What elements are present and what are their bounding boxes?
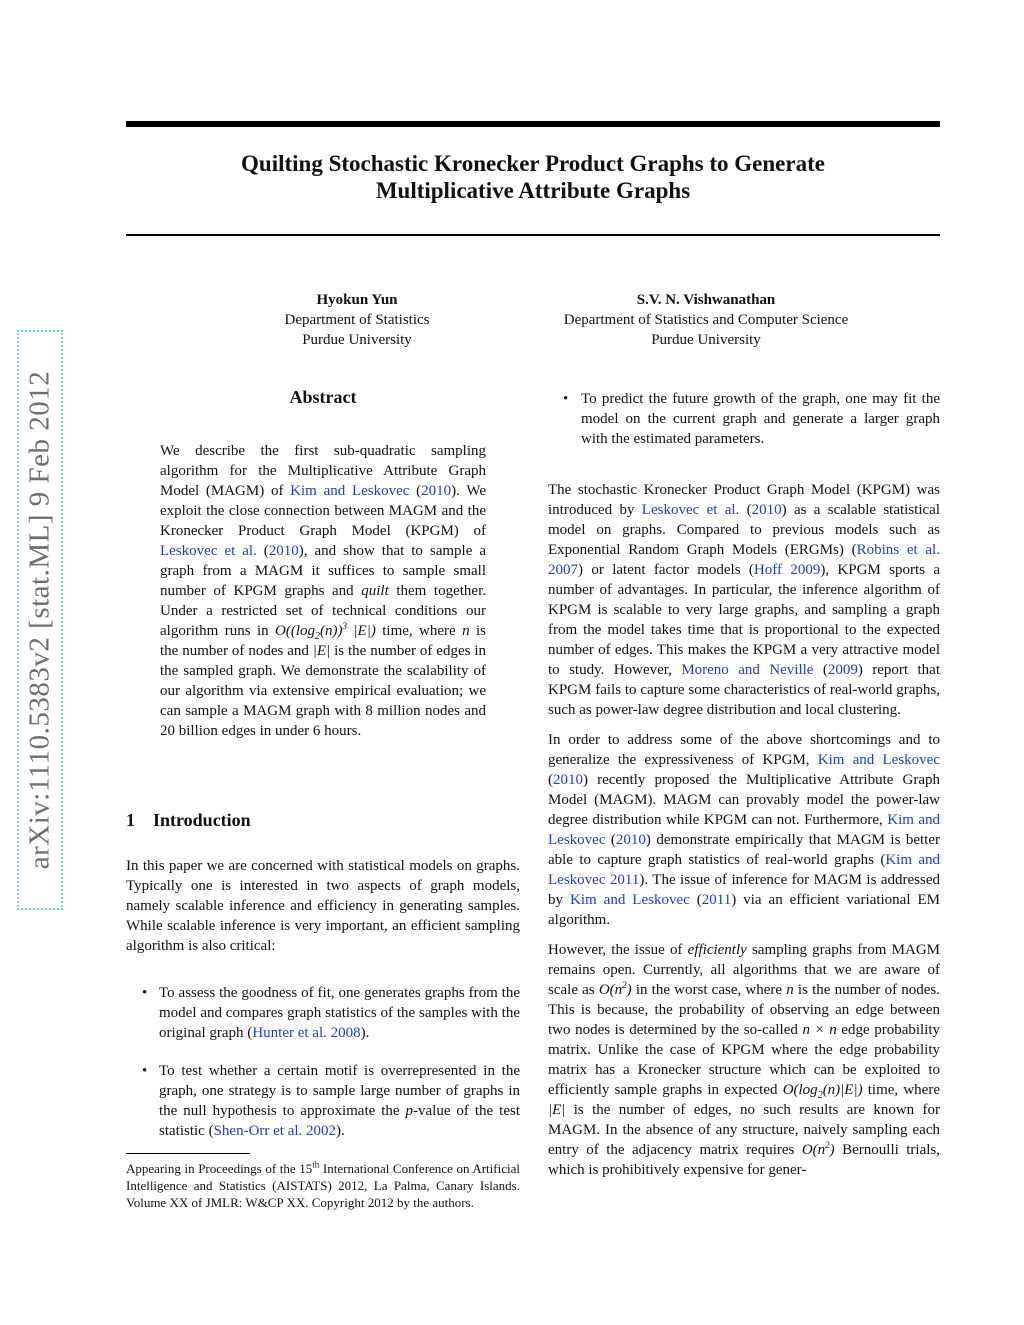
citation-link[interactable]: Leskovec et al.	[160, 543, 257, 559]
math-expression: n × n	[802, 1022, 837, 1038]
text-run: ) via an efficient variational EM algorithm.	[548, 892, 941, 928]
text-run: (	[409, 483, 422, 499]
citation-link[interactable]: Moreno and Neville	[681, 662, 814, 678]
text-run: is the number of edges in the sampled graph. We demonstrate the scalability of our algorithm via extensive empirical evaluation; we can sample a MAGM graph with 8 million nodes and 20 billion edges in under 6 hours.	[160, 643, 487, 739]
text-run: in the worst case, where	[631, 982, 787, 998]
citation-link[interactable]: Kim and Leskovec	[817, 752, 940, 768]
text-run: )	[626, 982, 632, 998]
text-run: (n)|E|)	[822, 1082, 863, 1098]
list-item	[548, 389, 940, 449]
math-expression	[802, 1142, 835, 1158]
top-rule	[126, 121, 940, 127]
title-line-1: Quilting Stochastic Kronecker Product Graphs to Generate	[241, 151, 825, 176]
author-name: S.V. N. Vishwanathan	[636, 292, 776, 308]
citation-link[interactable]: Robins et al. 2007	[548, 542, 940, 578]
text-run: ) demonstrate empirically that MAGM is better able to capture graph statistics of real-world graphs (	[548, 832, 941, 868]
section-title: Introduction	[153, 810, 251, 830]
text-run: ), and show that to sample a graph from a MAGM it suffices to sample small number of KPGM graphs and	[160, 543, 486, 599]
text-run: (n))	[320, 623, 343, 639]
intro-bullet-list	[126, 983, 520, 1141]
text-run: time, where	[862, 1082, 940, 1098]
right-bullet-list	[548, 389, 940, 449]
text-run: sampling graphs from MAGM remains open. Currently, all algorithms that we are aware of scale as	[548, 942, 940, 998]
bullet-icon: •	[142, 985, 148, 1001]
section-number: 1	[126, 810, 135, 830]
title-line-2: Multiplicative Attribute Graphs	[375, 178, 691, 203]
author-university: Purdue University	[302, 332, 412, 348]
text-run: The stochastic Kronecker Product Graph Model (KPGM) was introduced by	[548, 482, 940, 518]
math-variable: p	[405, 1103, 413, 1119]
text-run: ) report that KPGM fails to capture some characteristics of real-world graphs, such as power-law degree distribution and local clustering.	[548, 662, 940, 718]
abstract-body	[160, 441, 486, 741]
paper-title	[126, 150, 940, 204]
citation-link[interactable]: Shen-Orr et al. 2002	[213, 1123, 337, 1139]
text-run: (	[739, 502, 752, 518]
text-run: th	[312, 1159, 320, 1170]
citation-link[interactable]: 2010	[421, 483, 452, 499]
text-run: O(n	[598, 982, 623, 998]
text-run: is the number of nodes. This is because, the probability of observing an edge between two nodes is determined by the so-called	[548, 982, 940, 1038]
citation-link[interactable]: 2010	[615, 832, 646, 848]
footnote-rule	[126, 1153, 250, 1154]
text-run: To assess the goodness of fit, one generates graphs from the model and compares graph statistics of the samples with the original graph (	[159, 985, 520, 1041]
arxiv-stamp-text: arXiv:1110.5383v2 [stat.ML] 9 Feb 2012	[23, 370, 56, 870]
citation-link[interactable]: Hoff 2009	[753, 562, 821, 578]
text-run: Bernoulli trials, which is prohibitively expensive for gener-	[548, 1142, 941, 1178]
text-run: However, the issue of	[548, 942, 688, 958]
text-run: ) as a scalable statistical model on graphs. Compared to previous models such as Exponential Random Graph Models (ERGMs) (	[548, 502, 940, 558]
emphasis: efficiently	[687, 942, 747, 958]
text-run: -value of the test statistic (	[159, 1103, 520, 1139]
text-run: is the number of nodes and	[160, 623, 486, 659]
bullet-icon: •	[142, 1063, 148, 1079]
text-run: is the number of edges, no such results are known for MAGM. In the absence of any structure, naively sampling each entry of the adjacency matrix requires	[548, 1102, 940, 1158]
text-run: (	[813, 662, 828, 678]
text-run: 2	[825, 1140, 830, 1150]
intro-paragraph	[126, 856, 520, 956]
text-run: O(log	[782, 1082, 818, 1098]
paragraph	[548, 730, 940, 930]
math-expression	[599, 982, 632, 998]
emphasis: quilt	[361, 583, 389, 599]
citation-link[interactable]: Kim and Leskovec	[570, 892, 690, 908]
text-run: ). We exploit the close connection between MAGM and the Kronecker Product Graph Model (KPGM) of	[160, 483, 486, 539]
text-run: O(n	[801, 1142, 826, 1158]
citation-link[interactable]: Kim and Leskovec	[548, 812, 940, 848]
text-run: )	[829, 1142, 835, 1158]
text-run: edge probability matrix. Unlike the case of KPGM where the edge probability matrix has a Kronecker structure which can be exploited to efficiently sample graphs in expected	[548, 1022, 941, 1098]
text-run: ).	[336, 1123, 345, 1139]
right-column-body	[548, 480, 940, 1180]
citation-link[interactable]: 2010	[553, 772, 583, 788]
citation-link[interactable]: Kim and Leskovec	[290, 483, 410, 499]
text-run: ) recently proposed the Multiplicative Attribute Graph Model (MAGM). MAGM can provably model the power-law degree distribution while KPGM can not. Furthermore,	[548, 772, 940, 828]
author-block-2	[526, 290, 886, 350]
text-run: International Conference on Artificial Intelligence and Statistics (AISTATS) 2012, La Palma, Canary Islands. Volume XX of JMLR: W&CP XX. Copyright 2012 by the authors.	[126, 1161, 520, 1210]
math-variable: n	[786, 982, 794, 998]
text-run: O((log	[275, 623, 316, 639]
bullet-icon: •	[563, 391, 569, 407]
text-run: them together. Under a restricted set of technical conditions our algorithm runs in	[160, 583, 487, 639]
math-variable: |E|	[548, 1102, 566, 1118]
text-run: ).	[360, 1025, 370, 1041]
arxiv-stamp[interactable]	[17, 330, 63, 910]
math-expression	[782, 1082, 863, 1101]
text-run: time, where	[375, 623, 463, 639]
list-item	[126, 1061, 520, 1141]
text-run: 3	[342, 621, 348, 631]
text-run: ), KPGM sports a number of advantages. In particular, the inference algorithm of KPGM is scalable to very large graphs, and sampling a graph from the model takes time that is proportional to the expected number of edges. This makes the KPGM a very attractive model to study. However,	[548, 562, 940, 678]
citation-link[interactable]: Hunter et al. 2008	[252, 1025, 361, 1041]
text-run: (	[548, 772, 553, 788]
text-run: |E|)	[347, 623, 376, 639]
text-run: Appearing in Proceedings of the 15	[126, 1161, 313, 1176]
text-run: 2	[817, 1090, 823, 1101]
text-run: To predict the future growth of the graph, one may fit the model on the current graph and generate a larger graph with the estimated parameters.	[581, 391, 940, 447]
math-variable: |E|	[312, 643, 331, 659]
citation-link[interactable]: 2010	[751, 502, 782, 518]
text-run: 2	[315, 631, 321, 642]
footnote	[126, 1160, 520, 1211]
math-expression	[275, 621, 376, 642]
text-run: In this paper we are concerned with statistical models on graphs. Typically one is interested in two aspects of graph models, namely scalable inference and efficiency in generating samples. While scalable inference is very important, an efficient sampling algorithm is also critical:	[126, 858, 520, 954]
paragraph	[548, 480, 940, 720]
paragraph	[548, 940, 940, 1180]
text-run: ). The issue of inference for MAGM is addressed by	[548, 872, 941, 908]
author-university: Purdue University	[651, 332, 761, 348]
math-variable: n	[462, 623, 470, 639]
section-heading-introduction	[126, 810, 251, 831]
citation-link[interactable]: 2010	[268, 543, 299, 559]
citation-link[interactable]: Leskovec et al.	[641, 502, 740, 518]
citation-link[interactable]: 2011	[701, 892, 732, 908]
author-block-1	[254, 290, 460, 350]
text-run: We describe the first sub-quadratic sampling algorithm for the Multiplicative Attribute Graph Model (MAGM) of	[160, 443, 486, 499]
citation-link[interactable]: 2009	[827, 662, 858, 678]
citation-link[interactable]: Kim and Leskovec 2011	[548, 852, 940, 888]
list-item	[126, 983, 520, 1043]
text-run: (	[605, 832, 616, 848]
abstract-heading: Abstract	[289, 387, 357, 407]
text-run: In order to address some of the above shortcomings and to generalize the expressiveness of KPGM,	[548, 732, 940, 768]
author-department: Department of Statistics and Computer Science	[563, 312, 849, 328]
author-department: Department of Statistics	[284, 312, 430, 328]
author-name: Hyokun Yun	[316, 292, 398, 308]
text-run: ) or latent factor models (	[578, 562, 754, 578]
text-run: (	[256, 543, 269, 559]
title-bottom-rule	[126, 234, 940, 236]
text-run: (	[689, 892, 702, 908]
text-run: To test whether a certain motif is overrepresented in the graph, one strategy is to sample large number of graphs in the null hypothesis to approximate the	[159, 1063, 520, 1119]
text-run: 2	[622, 980, 627, 990]
